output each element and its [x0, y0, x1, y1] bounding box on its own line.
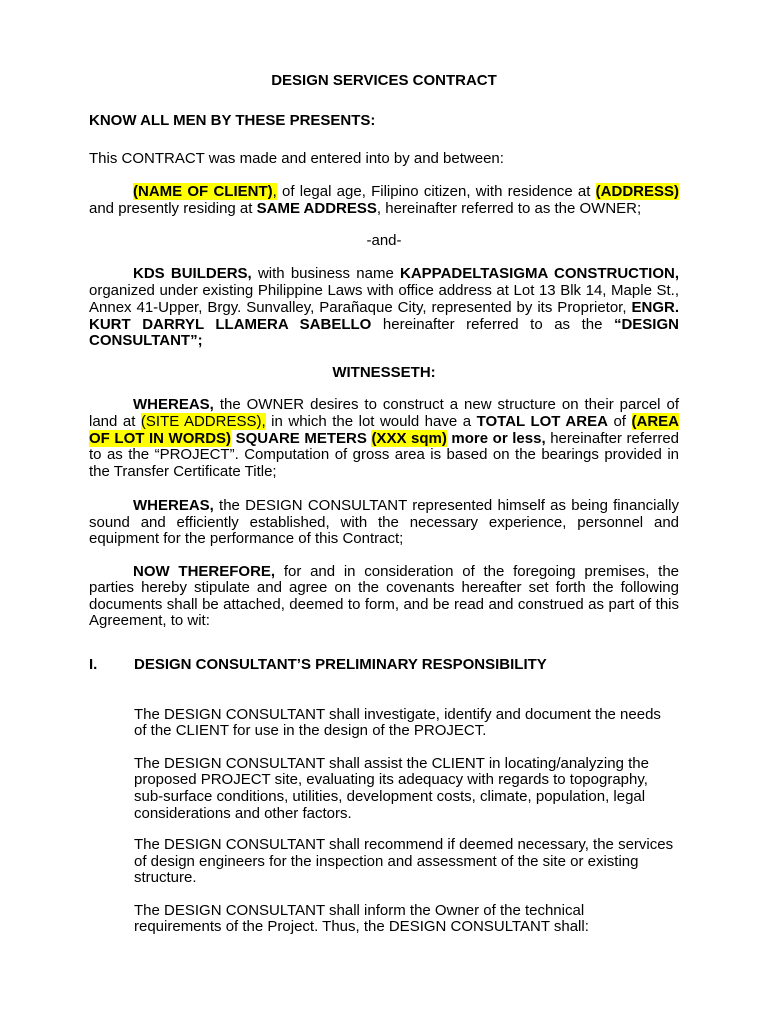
- witnesseth-heading: WITNESSETH:: [332, 364, 436, 381]
- paragraph-2-line4: considerations and other factors.: [134, 805, 352, 822]
- now-therefore-line1: NOW THEREFORE, for and in consideration of the foregoing premises, the: [133, 563, 679, 580]
- and-separator: -and-: [366, 232, 402, 249]
- whereas2-line2: sound and efficiently established, with the necessary experience, personnel and: [89, 514, 679, 531]
- whereas2-line3: equipment for the performance of this Contract;: [89, 530, 404, 547]
- document-title: DESIGN SERVICES CONTRACT: [271, 72, 497, 89]
- paragraph-1-line2: of the CLIENT for use in the design of the PROJECT.: [134, 722, 487, 739]
- site-address-placeholder: (SITE ADDRESS),: [140, 413, 266, 430]
- now-therefore-line3: documents shall be attached, deemed to form, and be read and construed as part of this: [89, 596, 679, 613]
- party1-line1: (NAME OF CLIENT), of legal age, Filipino citizen, with residence at (ADDRESS): [133, 183, 679, 200]
- whereas1-line3: OF LOT IN WORDS) SQUARE METERS (XXX sqm) more or less, hereinafter referred: [89, 430, 680, 447]
- know-all-heading: KNOW ALL MEN BY THESE PRESENTS:: [89, 112, 376, 129]
- party2-line2: organized under existing Philippine Laws with office address at Lot 13 Blk 14, Maple St.,: [89, 282, 679, 299]
- paragraph-2-line3: sub-surface conditions, utilities, development costs, climate, population, legal: [134, 788, 646, 805]
- paragraph-1-line1: The DESIGN CONSULTANT shall investigate, identify and document the needs: [134, 706, 661, 723]
- address-placeholder: (ADDRESS): [595, 183, 679, 200]
- whereas1-line2: land at (SITE ADDRESS), in which the lot would have a TOTAL LOT AREA of (AREA: [89, 413, 679, 430]
- whereas1-line4: to as the “PROJECT”. Computation of gross area is based on the bearings provided in: [89, 446, 679, 463]
- whereas1-line5: the Transfer Certificate Title;: [89, 463, 277, 480]
- intro-line: This CONTRACT was made and entered into by and between:: [89, 150, 504, 167]
- client-name-placeholder: (NAME OF CLIENT): [133, 183, 273, 200]
- section-heading: DESIGN CONSULTANT’S PRELIMINARY RESPONSIBILITY: [134, 656, 547, 673]
- paragraph-2-line2: proposed PROJECT site, evaluating its adequacy with regards to topography,: [134, 771, 648, 788]
- paragraph-3-line3: structure.: [134, 869, 197, 886]
- paragraph-4-line1: The DESIGN CONSULTANT shall inform the Owner of the technical: [134, 902, 585, 919]
- area-placeholder-part2: OF LOT IN WORDS): [89, 430, 232, 447]
- now-therefore-line4: Agreement, to wit:: [89, 612, 210, 629]
- section-number: I.: [89, 656, 98, 673]
- whereas2-line1: WHEREAS, the DESIGN CONSULTANT represented himself as being financially: [133, 497, 679, 514]
- paragraph-4-line2: requirements of the Project. Thus, the DESIGN CONSULTANT shall:: [134, 918, 589, 935]
- party2-line5: CONSULTANT”;: [89, 332, 203, 349]
- whereas1-line1: WHEREAS, the OWNER desires to construct a new structure on their parcel of: [133, 396, 679, 413]
- party2-line4: KURT DARRYL LLAMERA SABELLO hereinafter referred to as the “DESIGN: [89, 316, 679, 333]
- paragraph-3-line1: The DESIGN CONSULTANT shall recommend if deemed necessary, the services: [134, 836, 674, 853]
- paragraph-2-line1: The DESIGN CONSULTANT shall assist the CLIENT in locating/analyzing the: [134, 755, 649, 772]
- sqm-placeholder: (XXX sqm): [371, 430, 447, 447]
- party2-line1: KDS BUILDERS, with business name KAPPADELTASIGMA CONSTRUCTION,: [133, 265, 680, 282]
- now-therefore-line2: parties hereby stipulate and agree on the covenants hereafter set forth the following: [89, 579, 679, 596]
- area-placeholder-part1: (AREA: [631, 413, 679, 430]
- party2-line3: Annex 41-Upper, Brgy. Sunvalley, Parañaque City, represented by its Proprietor, ENGR.: [89, 299, 679, 316]
- paragraph-3-line2: of design engineers for the inspection and assessment of the site or existing: [134, 853, 639, 870]
- party1-line2: and presently residing at SAME ADDRESS, hereinafter referred to as the OWNER;: [89, 200, 642, 217]
